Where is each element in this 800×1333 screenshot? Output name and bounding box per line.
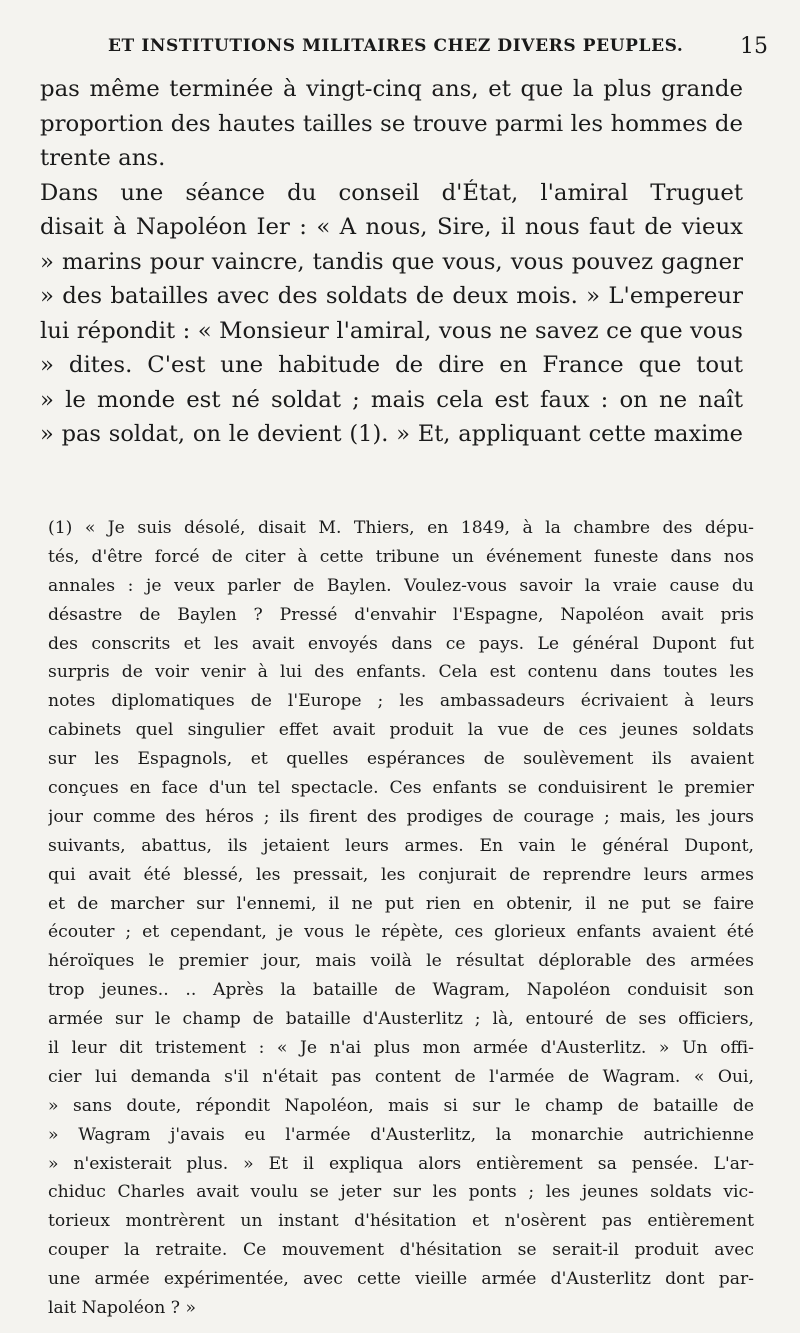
footnote-text-line: » sans doute, répondit Napoléon, mais si sur le champ de bataille de — [48, 1095, 754, 1116]
body-text-line: proportion des hautes tailles se trouve parmi les hommes de — [40, 110, 743, 137]
footnote-text-line: cabinets quel singulier effet avait produit la vue de ces jeunes soldats — [48, 720, 754, 741]
footnote-text-line: suivants, abattus, ils jetaient leurs armes. En vain le général Dupont, — [48, 835, 754, 856]
footnote-text-line: et de marcher sur l'ennemi, il ne put rien en obtenir, il ne put se faire — [48, 893, 754, 914]
body-text-line: pas même terminée à vingt-cinq ans, et que la plus grande — [40, 76, 743, 102]
footnote-text-line: qui avait été blessé, les pressait, les conjurait de reprendre leurs armes — [48, 864, 754, 885]
body-text-line: » le monde est né soldat ; mais cela est faux : on ne naît — [40, 386, 743, 413]
footnote-text-line: héroïques le premier jour, mais voilà le résultat déplorable des armées — [48, 951, 754, 972]
footnote-text-line: tés, d'être forcé de citer à cette tribune un événement funeste dans nos — [48, 546, 754, 567]
footnote-text-line: trop jeunes.. .. Après la bataille de Wagram, Napoléon conduisit son — [48, 980, 754, 1001]
body-text-line: » des batailles avec des soldats de deux mois. » L'empereur — [40, 283, 743, 309]
main-text — [40, 72, 743, 452]
footnote — [48, 514, 754, 1323]
footnote-text-line: lait Napoléon ? » — [48, 1298, 196, 1319]
footnote-text-line: surpris de voir venir à lui des enfants. Cela est contenu dans toutes les — [48, 662, 754, 683]
footnote-text-line: chiduc Charles avait voulu se jeter sur les ponts ; les jeunes soldats vic- — [48, 1182, 754, 1203]
footnote-text-line: cier lui demanda s'il n'était pas content de l'armée de Wagram. « Oui, — [48, 1066, 754, 1087]
footnote-text-line: il leur dit tristement : « Je n'ai plus mon armée d'Austerlitz. » Un offi- — [48, 1038, 754, 1059]
footnote-text-line: jour comme des héros ; ils firent des prodiges de courage ; mais, les jours — [48, 806, 754, 827]
footnote-text-line: des conscrits et les avait envoyés dans ce pays. Le général Dupont fut — [48, 633, 754, 654]
running-title: ET INSTITUTIONS MILITAIRES CHEZ DIVERS PEUPLES. — [108, 36, 684, 56]
footnote-text-line: annales : je veux parler de Baylen. Voulez-vous savoir la vraie cause du — [48, 575, 754, 596]
footnote-text-line: (1) « Je suis désolé, disait M. Thiers, en 1849, à la chambre des dépu- — [48, 518, 754, 538]
footnote-text-line: désastre de Baylen ? Pressé d'envahir l'Espagne, Napoléon avait pris — [48, 604, 754, 625]
body-text-line: » pas soldat, on le devient (1). » Et, appliquant cette maxime — [40, 421, 743, 447]
body-text-line: » marins pour vaincre, tandis que vous, vous pouvez gagner — [40, 248, 743, 275]
body-text-line: disait à Napoléon Ier : « A nous, Sire, il nous faut de vieux — [40, 214, 743, 240]
footnote-text-line: écouter ; et cependant, je vous le répète, ces glorieux enfants avaient été — [48, 922, 754, 943]
body-text-line: lui répondit : « Monsieur l'amiral, vous ne savez ce que vous — [40, 317, 743, 344]
footnote-text-line: » Wagram j'avais eu l'armée d'Austerlitz, la monarchie autrichienne — [48, 1124, 754, 1145]
running-header — [108, 34, 768, 64]
footnote-text-line: » n'existerait plus. » Et il expliqua alors entièrement sa pensée. L'ar- — [48, 1153, 754, 1174]
footnote-text-line: armée sur le champ de bataille d'Austerlitz ; là, entouré de ses officiers, — [48, 1009, 754, 1030]
footnote-text-line: une armée expérimentée, avec cette vieille armée d'Austerlitz dont par- — [48, 1269, 754, 1290]
footnote-text-line: couper la retraite. Ce mouvement d'hésitation se serait-il produit avec — [48, 1240, 754, 1261]
body-text-line: trente ans. — [40, 145, 166, 171]
page-number: 15 — [740, 34, 768, 59]
footnote-text-line: notes diplomatiques de l'Europe ; les ambassadeurs écrivaient à leurs — [48, 691, 754, 712]
footnote-text-line: sur les Espagnols, et quelles espérances de soulèvement ils avaient — [48, 749, 754, 770]
body-text-line: Dans une séance du conseil d'État, l'amiral Truguet — [40, 179, 743, 206]
footnote-text-line: conçues en face d'un tel spectacle. Ces enfants se conduisirent le premier — [48, 778, 754, 799]
footnote-text-line: torieux montrèrent un instant d'hésitation et n'osèrent pas entièrement — [48, 1211, 754, 1232]
body-text-line: » dites. C'est une habitude de dire en France que tout — [40, 352, 743, 378]
